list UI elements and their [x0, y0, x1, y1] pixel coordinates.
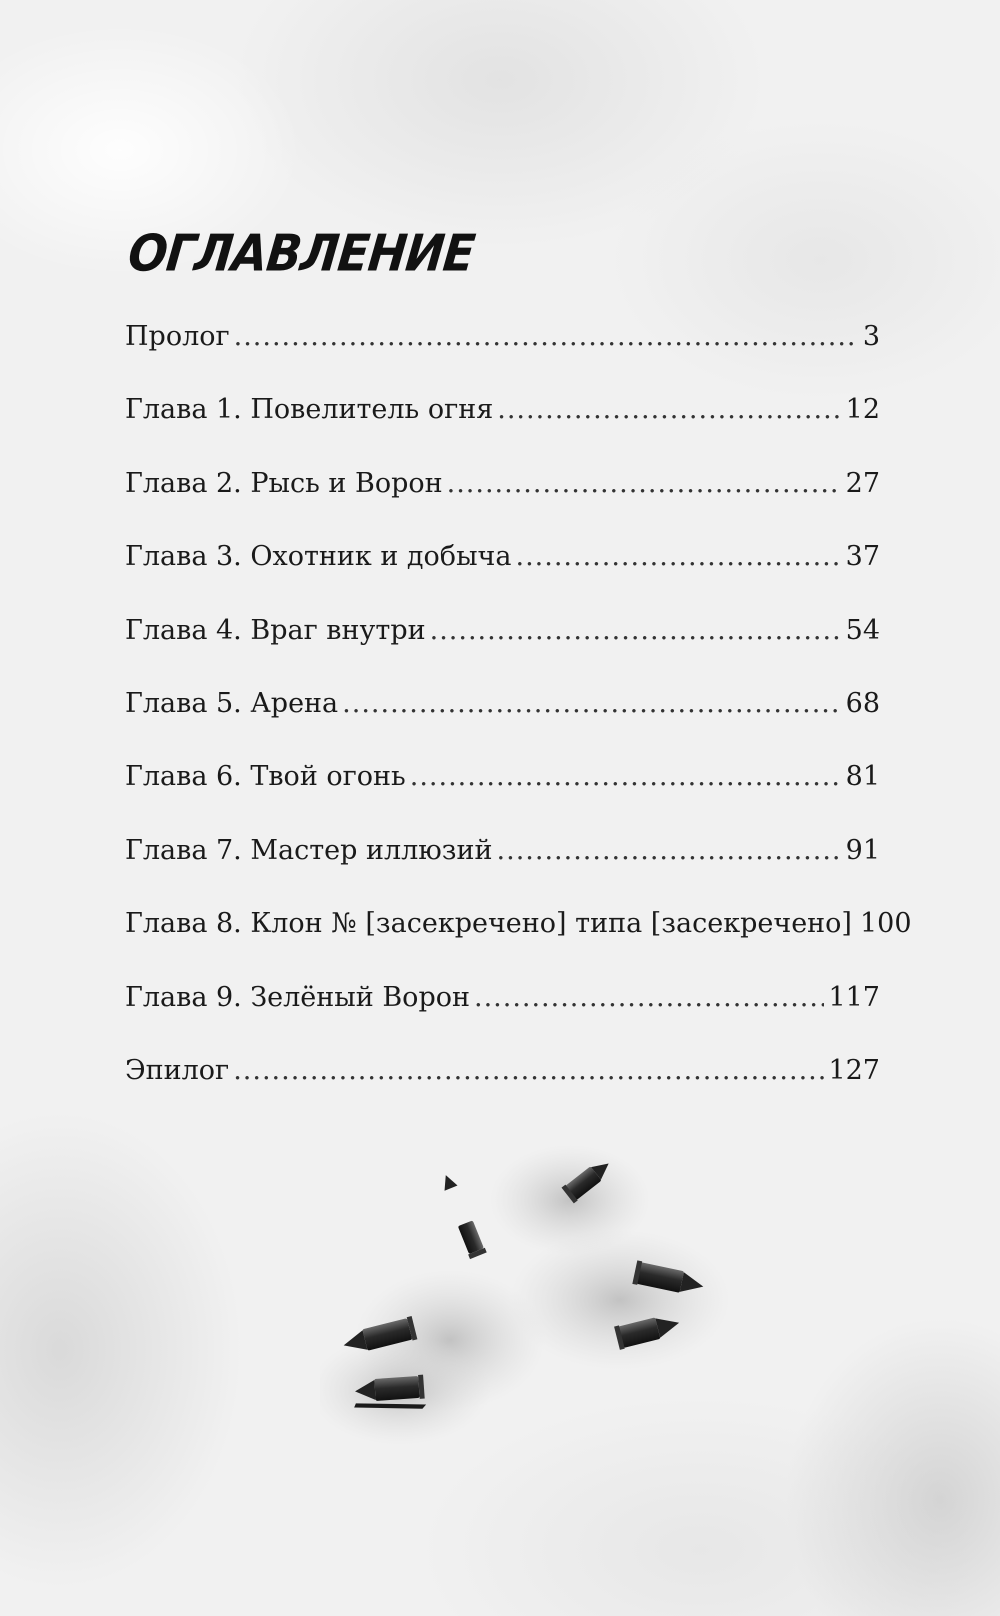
toc-entry-chapter-8[interactable] — [125, 904, 912, 977]
toc-dot-leader — [516, 537, 842, 577]
toc-entry-label: Глава 3. Охотник и добыча — [125, 541, 512, 573]
toc-entry-page: 100 — [859, 908, 912, 940]
toc-entry-chapter-4[interactable] — [125, 611, 880, 684]
toc-list — [125, 317, 912, 1124]
toc-entry-label: Глава 8. Клон № [засекречено] типа [засекречено] — [125, 908, 852, 940]
toc-entry-chapter-3[interactable] — [125, 537, 880, 610]
toc-entry-epilogue[interactable] — [125, 1051, 880, 1124]
toc-dot-leader — [342, 684, 841, 724]
toc-title: ОГЛАВЛЕНИЕ — [125, 223, 478, 283]
toc-entry-page: 54 — [845, 614, 880, 646]
toc-entry-page: 91 — [845, 834, 880, 866]
toc-dot-leader — [234, 317, 859, 357]
toc-dot-leader — [233, 1051, 824, 1091]
toc-entry-chapter-9[interactable] — [125, 978, 880, 1051]
toc-entry-prologue[interactable] — [125, 317, 880, 390]
toc-dot-leader — [497, 390, 841, 430]
toc-entry-label: Глава 9. Зелёный Ворон — [125, 981, 470, 1013]
toc-entry-page: 37 — [845, 541, 880, 573]
toc-entry-page: 3 — [862, 321, 880, 352]
toc-entry-label: Глава 6. Твой огонь — [125, 761, 406, 793]
toc-entry-label: Эпилог — [125, 1054, 230, 1086]
toc-entry-chapter-1[interactable] — [125, 390, 880, 463]
toc-dot-leader — [474, 978, 824, 1018]
toc-entry-label: Глава 5. Арена — [125, 687, 339, 719]
toc-entry-chapter-6[interactable] — [125, 757, 880, 830]
toc-dot-leader — [430, 611, 842, 651]
toc-entry-label: Глава 7. Мастер иллюзий — [125, 834, 493, 866]
toc-entry-label: Глава 1. Повелитель огня — [125, 394, 494, 426]
toc-dot-leader — [447, 464, 842, 504]
toc-entry-chapter-7[interactable] — [125, 831, 880, 904]
toc-entry-label: Пролог — [125, 321, 230, 352]
toc-entry-page: 68 — [845, 687, 880, 719]
toc-entry-page: 27 — [845, 467, 880, 499]
bullet-casings-icon — [320, 1140, 740, 1460]
table-of-contents — [125, 223, 912, 1124]
toc-entry-page: 81 — [845, 761, 880, 793]
toc-entry-label: Глава 4. Враг внутри — [125, 614, 426, 646]
toc-entry-page: 117 — [828, 981, 880, 1013]
toc-entry-chapter-2[interactable] — [125, 464, 880, 537]
toc-entry-chapter-5[interactable] — [125, 684, 880, 757]
toc-entry-label: Глава 2. Рысь и Ворон — [125, 467, 443, 499]
toc-entry-page: 12 — [845, 394, 880, 426]
toc-dot-leader — [410, 757, 842, 797]
toc-dot-leader — [497, 831, 842, 871]
toc-entry-page: 127 — [828, 1054, 880, 1086]
